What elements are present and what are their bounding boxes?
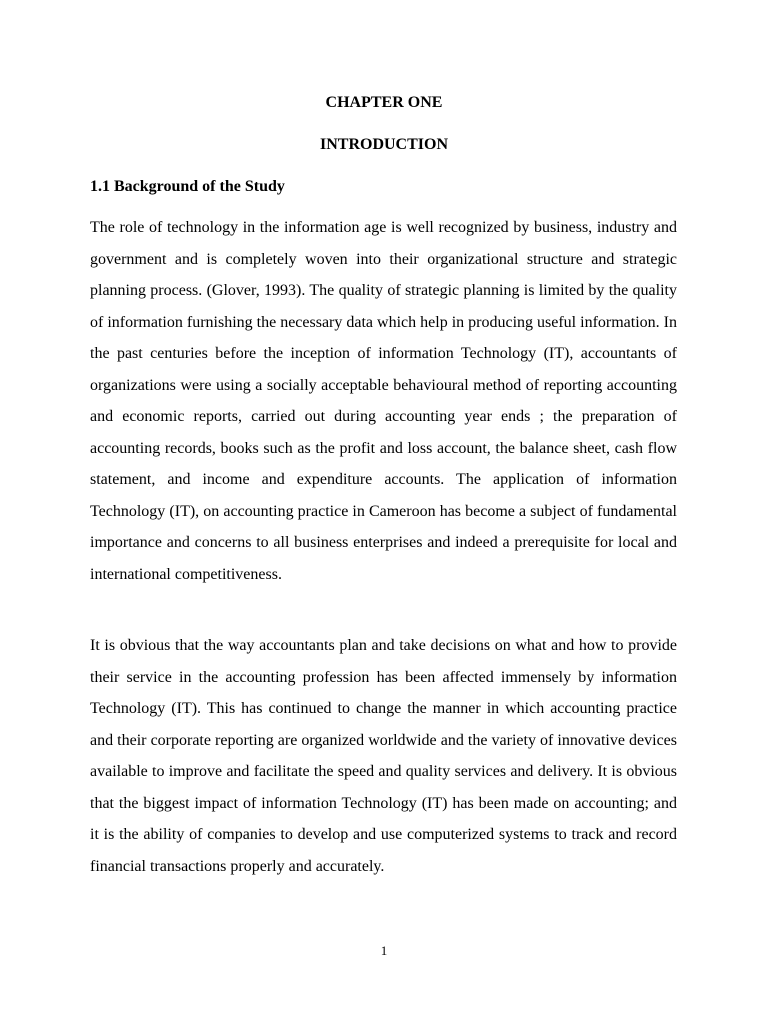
section-heading: 1.1 Background of the Study xyxy=(90,178,285,195)
chapter-title: CHAPTER ONE xyxy=(325,94,443,111)
body-paragraph-1: The role of technology in the information age is well recognized by business, industry and government and is completely woven into their organizational structure and strategic planning process. (Glover, 1993). The quality of strategic planning is limited by the quality of information furnishing the necessary data which help in producing useful information. In the past centuries before the inception of information Technology (IT), accountants of organizations were using a socially acceptable behavioural method of reporting accounting and economic reports, carried out during accounting year ends ; the preparation of accounting records, books such as the profit and loss account, the balance sheet, cash flow statement, and income and expenditure accounts. The application of information Technology (IT), on accounting practice in Cameroon has become a subject of fundamental importance and concerns to all business enterprises and indeed a prerequisite for local and international competitiveness. xyxy=(90,219,677,583)
body-paragraph-2: It is obvious that the way accountants plan and take decisions on what and how to provide their service in the accounting profession has been affected immensely by information Technology (IT). This has continued to change the manner in which accounting practice and their corporate reporting are organized worldwide and the variety of innovative devices available to improve and facilitate the speed and quality services and delivery. It is obvious that the biggest impact of information Technology (IT) has been made on accounting; and it is the ability of companies to develop and use computerized systems to track and record financial transactions properly and accurately. xyxy=(90,637,677,875)
page-number: 1 xyxy=(380,943,388,958)
introduction-title: INTRODUCTION xyxy=(319,136,448,153)
